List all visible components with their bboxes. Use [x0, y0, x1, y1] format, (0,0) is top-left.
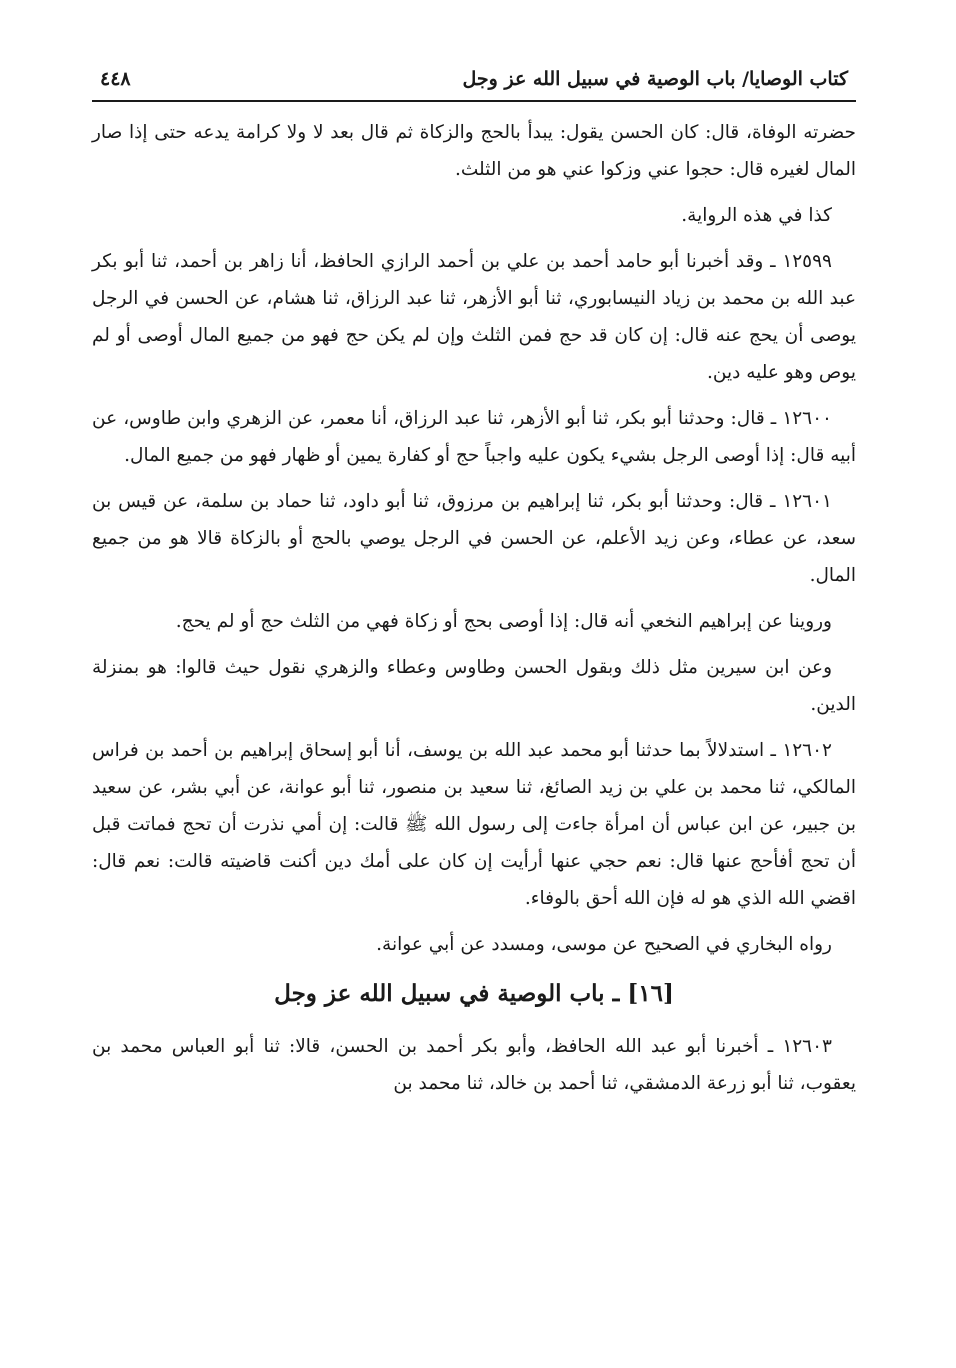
hadith-12600: ١٢٦٠٠ ـ قال: وحدثنا أبو بكر، ثنا أبو الأزهر، ثنا عبد الرزاق، أنا معمر، عن الزهري وابن طاوس، عن أبيه قال: إذا أوصى الرجل بشيء يكون عليه واجباً حج أو كفارة يمين أو ظهار فهو من جميع المال.	[92, 408, 856, 466]
hadith-12601: ١٢٦٠١ ـ قال: وحدثنا أبو بكر، ثنا إبراهيم بن مرزوق، ثنا أبو داود، ثنا حماد بن سلمة، عن قيس بن سعد، عن عطاء، وعن زيد الأعلم، عن الحسن في الرجل يوصي بالحج أو بالزكاة قالا هو من جميع المال.	[92, 491, 856, 586]
running-header	[92, 58, 856, 102]
paragraph: وروينا عن إبراهيم النخعي أنه قال: إذا أوصى بحج أو زكاة فهي من الثلث حج أو لم يحج.	[175, 611, 832, 632]
section-heading: [١٦] ـ باب الوصية في سبيل الله عز وجل	[274, 980, 674, 1007]
chapter-title: كتاب الوصايا/ باب الوصية في سبيل الله عز وجل	[462, 68, 848, 90]
paragraph: رواه البخاري في الصحيح عن موسى، ومسدد عن أبي عوانة.	[376, 934, 832, 955]
book-page	[92, 58, 856, 1348]
body-text	[92, 114, 856, 1102]
page-number: ٤٤٨	[100, 68, 131, 90]
paragraph: كذا في هذه الرواية.	[681, 205, 832, 226]
hadith-12603: ١٢٦٠٣ ـ أخبرنا أبو عبد الله الحافظ، وأبو بكر أحمد بن الحسن، قالا: ثنا أبو العباس محمد بن يعقوب، ثنا أبو زرعة الدمشقي، ثنا أحمد بن خالد، ثنا محمد بن	[92, 1036, 856, 1094]
hadith-12599: ١٢٥٩٩ ـ وقد أخبرنا أبو حامد أحمد بن علي بن أحمد الرازي الحافظ، أنا زاهر بن أحمد، ثنا أبو بكر عبد الله بن محمد بن زياد النيسابوري، ثنا أبو الأزهر، ثنا عبد الرزاق، ثنا هشام، عن الحسن في الرجل يوصى أن يحج عنه قال: إن كان قد حج فمن الثلث وإن لم يكن حج فهو من جميع المال أوصى أو لم يوص وهو عليه دين.	[92, 251, 856, 383]
paragraph: وعن ابن سيرين مثل ذلك وبقول الحسن وطاوس وعطاء والزهري نقول حيث قالوا: هو بمنزلة الدين.	[92, 657, 856, 715]
paragraph: حضرته الوفاة، قال: كان الحسن يقول: يبدأ بالحج والزكاة ثم قال بعد لا ولا كرامة يدعه حتى إذا صار المال لغيره قال: حجوا عني وزكوا عني هو من الثلث.	[92, 122, 856, 180]
hadith-12602: ١٢٦٠٢ ـ استدلالاً بما حدثنا أبو محمد عبد الله بن يوسف، أنا أبو إسحاق إبراهيم بن أحمد بن فراس المالكي، ثنا محمد بن علي بن زيد الصائغ، ثنا سعيد بن منصور، ثنا أبو عوانة، عن أبي بشر، عن سعيد بن جبير، عن ابن عباس أن امرأة جاءت إلى رسول الله ﷺ قالت: إن أمي نذرت أن تحج فماتت قبل أن تحج أفأحج عنها قال: نعم حجي عنها أرأيت إن كان على أمك دين أكنت قاضيته قالت: نعم قال: اقضي الله الذي هو له فإن الله أحق بالوفاء.	[92, 740, 856, 909]
